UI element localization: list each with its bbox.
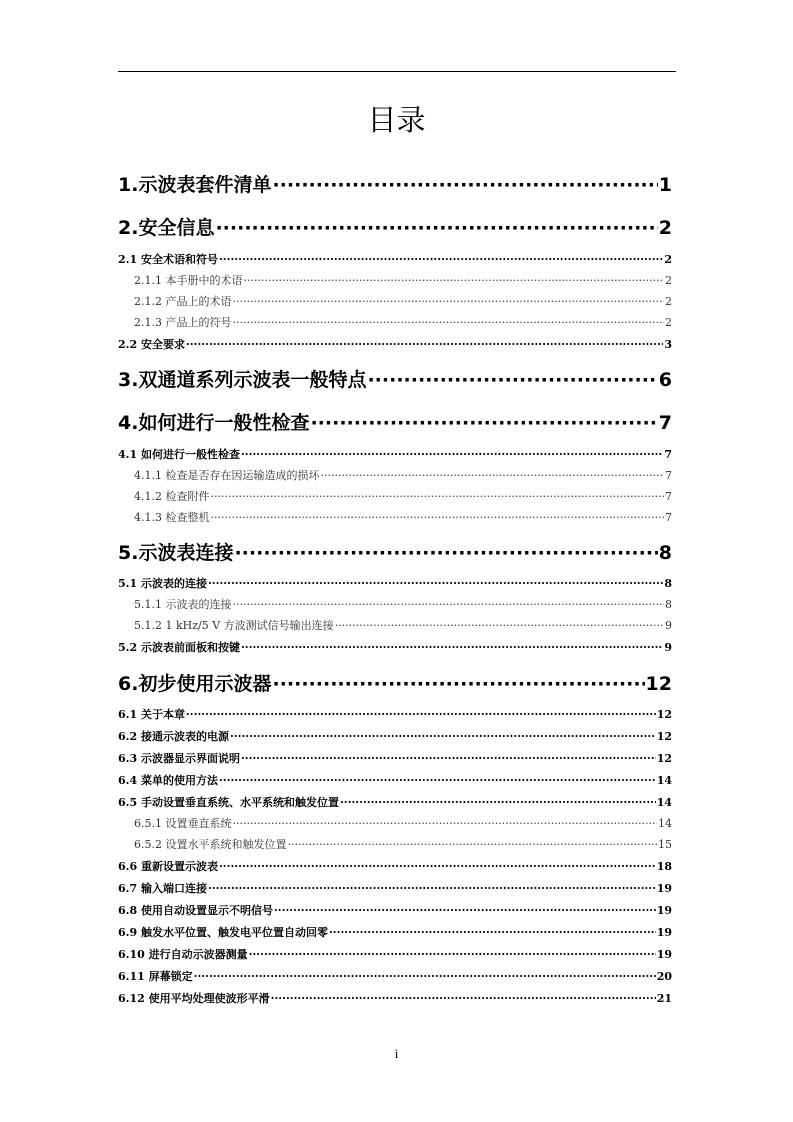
toc-leader	[249, 948, 656, 961]
toc-label: 5.1 示波表的连接	[118, 577, 207, 590]
toc-leader	[320, 469, 664, 482]
toc-entry[interactable]	[118, 251, 672, 267]
toc-page: 9	[664, 641, 672, 654]
toc-leader	[230, 730, 656, 743]
toc-label: 6.5.1 设置垂直系统	[134, 817, 232, 830]
toc-label: 6.10 进行自动示波器测量	[118, 948, 248, 961]
toc-page: 15	[658, 838, 672, 851]
toc-entry[interactable]	[118, 408, 672, 435]
toc-entry[interactable]	[118, 772, 672, 788]
toc-label: 6.9 触发水平位置、触发电平位置自动回零	[118, 926, 328, 939]
toc-page: 7	[665, 511, 672, 524]
toc-leader	[233, 598, 665, 611]
toc-entry[interactable]	[118, 272, 672, 288]
toc-page: 12	[656, 708, 672, 721]
toc-entry[interactable]	[118, 639, 672, 655]
toc-entry[interactable]	[118, 968, 672, 984]
toc-entry[interactable]	[118, 924, 672, 940]
toc-page: 21	[656, 992, 672, 1005]
toc-page: 2	[665, 274, 672, 287]
toc-label: 6.2 接通示波表的电源	[118, 730, 229, 743]
toc-page: 7	[665, 469, 672, 482]
toc-leader	[272, 673, 644, 695]
toc-entry[interactable]	[118, 575, 672, 591]
toc-entry[interactable]	[118, 365, 672, 392]
toc-label: 4.1.1 检查是否存在因运输造成的损坏	[134, 469, 320, 482]
toc-page: 3	[664, 338, 672, 351]
toc-label: 2.1 安全术语和符号	[118, 253, 218, 266]
toc-leader	[329, 926, 656, 939]
toc-leader	[241, 641, 663, 654]
toc-label: 4.如何进行一般性检查	[118, 412, 310, 434]
toc-leader	[241, 752, 656, 765]
toc-page: 14	[658, 817, 672, 830]
toc-leader	[241, 448, 663, 461]
toc-label: 5.示波表连接	[118, 542, 234, 564]
toc-entry[interactable]	[118, 596, 672, 612]
toc-label: 5.1.2 1 kHz/5 V 方波测试信号输出连接	[134, 619, 334, 632]
toc-entry[interactable]	[118, 336, 672, 352]
toc-leader	[234, 542, 657, 564]
toc-page: 18	[656, 860, 672, 873]
toc-leader	[274, 904, 656, 917]
toc-label: 4.1.2 检查附件	[134, 490, 210, 503]
toc-entry[interactable]	[118, 794, 672, 810]
toc-entry[interactable]	[118, 858, 672, 874]
toc-label: 6.7 输入端口连接	[118, 882, 207, 895]
toc-page: 7	[658, 412, 672, 434]
toc-page: 6	[658, 369, 672, 391]
toc-entry[interactable]	[118, 617, 672, 633]
toc-leader	[310, 412, 657, 434]
toc-leader	[340, 796, 656, 809]
toc-leader	[219, 860, 656, 873]
toc-leader	[233, 817, 658, 830]
toc-page: 19	[656, 926, 672, 939]
toc-page: 19	[656, 904, 672, 917]
toc-entry[interactable]	[118, 880, 672, 896]
toc-page: 12	[645, 673, 672, 695]
header-rule	[118, 71, 676, 72]
toc-label: 6.5.2 设置水平系统和触发位置	[134, 838, 287, 851]
toc-label: 6.5 手动设置垂直系统、水平系统和触发位置	[118, 796, 339, 809]
toc-entry[interactable]	[118, 815, 672, 831]
toc-page: 2	[658, 217, 672, 239]
toc-label: 6.6 重新设置示波表	[118, 860, 218, 873]
toc-leader	[186, 338, 663, 351]
toc-leader	[219, 774, 656, 787]
toc-page: 19	[656, 948, 672, 961]
page-number-footer: i	[394, 1046, 399, 1061]
toc-leader	[233, 316, 665, 329]
toc-page: 8	[664, 577, 672, 590]
toc-page: 2	[664, 253, 672, 266]
toc-page: 8	[658, 542, 672, 564]
toc-label: 5.2 示波表前面板和按键	[118, 641, 240, 654]
toc-page: 14	[656, 774, 672, 787]
toc-page: 20	[656, 970, 672, 983]
toc-entry[interactable]	[118, 213, 672, 240]
toc-entry[interactable]	[118, 446, 672, 462]
toc-page: 12	[656, 752, 672, 765]
toc-entry[interactable]	[118, 170, 672, 197]
toc-leader	[271, 992, 656, 1005]
toc-label: 6.12 使用平均处理使波形平滑	[118, 992, 270, 1005]
toc-entry[interactable]	[118, 946, 672, 962]
toc-entry[interactable]	[118, 990, 672, 1006]
toc-entry[interactable]	[118, 509, 672, 525]
toc-page: 9	[665, 619, 672, 632]
toc-leader	[186, 708, 656, 721]
toc-label: 2.1.1 本手册中的术语	[134, 274, 243, 287]
toc-leader	[272, 174, 657, 196]
toc-label: 2.安全信息	[118, 217, 215, 239]
toc-leader	[208, 882, 656, 895]
toc-page: 8	[665, 598, 672, 611]
toc-leader	[215, 217, 657, 239]
toc-label: 6.3 示波器显示界面说明	[118, 752, 240, 765]
toc-entry[interactable]	[118, 728, 672, 744]
toc-leader	[288, 838, 658, 851]
toc-page: 2	[665, 295, 672, 308]
toc-page: 1	[658, 174, 672, 196]
toc-page: 19	[656, 882, 672, 895]
toc-entry[interactable]	[118, 314, 672, 330]
toc-label: 1.示波表套件清单	[118, 174, 272, 196]
toc-entry[interactable]	[118, 538, 672, 565]
toc-label: 6.8 使用自动设置显示不明信号	[118, 904, 273, 917]
toc-entry[interactable]	[118, 488, 672, 504]
toc-entry[interactable]	[118, 836, 672, 852]
toc-entry[interactable]	[118, 706, 672, 722]
toc-label: 6.初步使用示波器	[118, 673, 272, 695]
toc-page: 12	[656, 730, 672, 743]
toc-label: 5.1.1 示波表的连接	[134, 598, 232, 611]
toc-leader	[211, 511, 665, 524]
toc-leader	[211, 490, 665, 503]
toc-page: 14	[656, 796, 672, 809]
toc-leader	[335, 619, 664, 632]
toc-page: 2	[665, 316, 672, 329]
toc-page: 7	[665, 490, 672, 503]
toc-entry[interactable]	[118, 467, 672, 483]
toc-label: 4.1 如何进行一般性检查	[118, 448, 240, 461]
toc-label: 4.1.3 检查整机	[134, 511, 210, 524]
toc-page: 7	[664, 448, 672, 461]
toc-leader	[194, 970, 656, 983]
toc-label: 2.2 安全要求	[118, 338, 185, 351]
toc-entry[interactable]	[118, 293, 672, 309]
page-title: 目录	[367, 103, 426, 137]
toc-leader	[208, 577, 663, 590]
toc-entry[interactable]	[118, 669, 672, 696]
toc-label: 3.双通道系列示波表一般特点	[118, 369, 367, 391]
toc-label: 6.1 关于本章	[118, 708, 185, 721]
toc-leader	[244, 274, 665, 287]
toc-leader	[367, 369, 657, 391]
toc-label: 2.1.3 产品上的符号	[134, 316, 232, 329]
toc-entry[interactable]	[118, 902, 672, 918]
toc-label: 6.4 菜单的使用方法	[118, 774, 218, 787]
toc-label: 6.11 屏幕锁定	[118, 970, 193, 983]
toc-label: 2.1.2 产品上的术语	[134, 295, 232, 308]
toc-leader	[219, 253, 663, 266]
toc-leader	[233, 295, 665, 308]
toc-entry[interactable]	[118, 750, 672, 766]
